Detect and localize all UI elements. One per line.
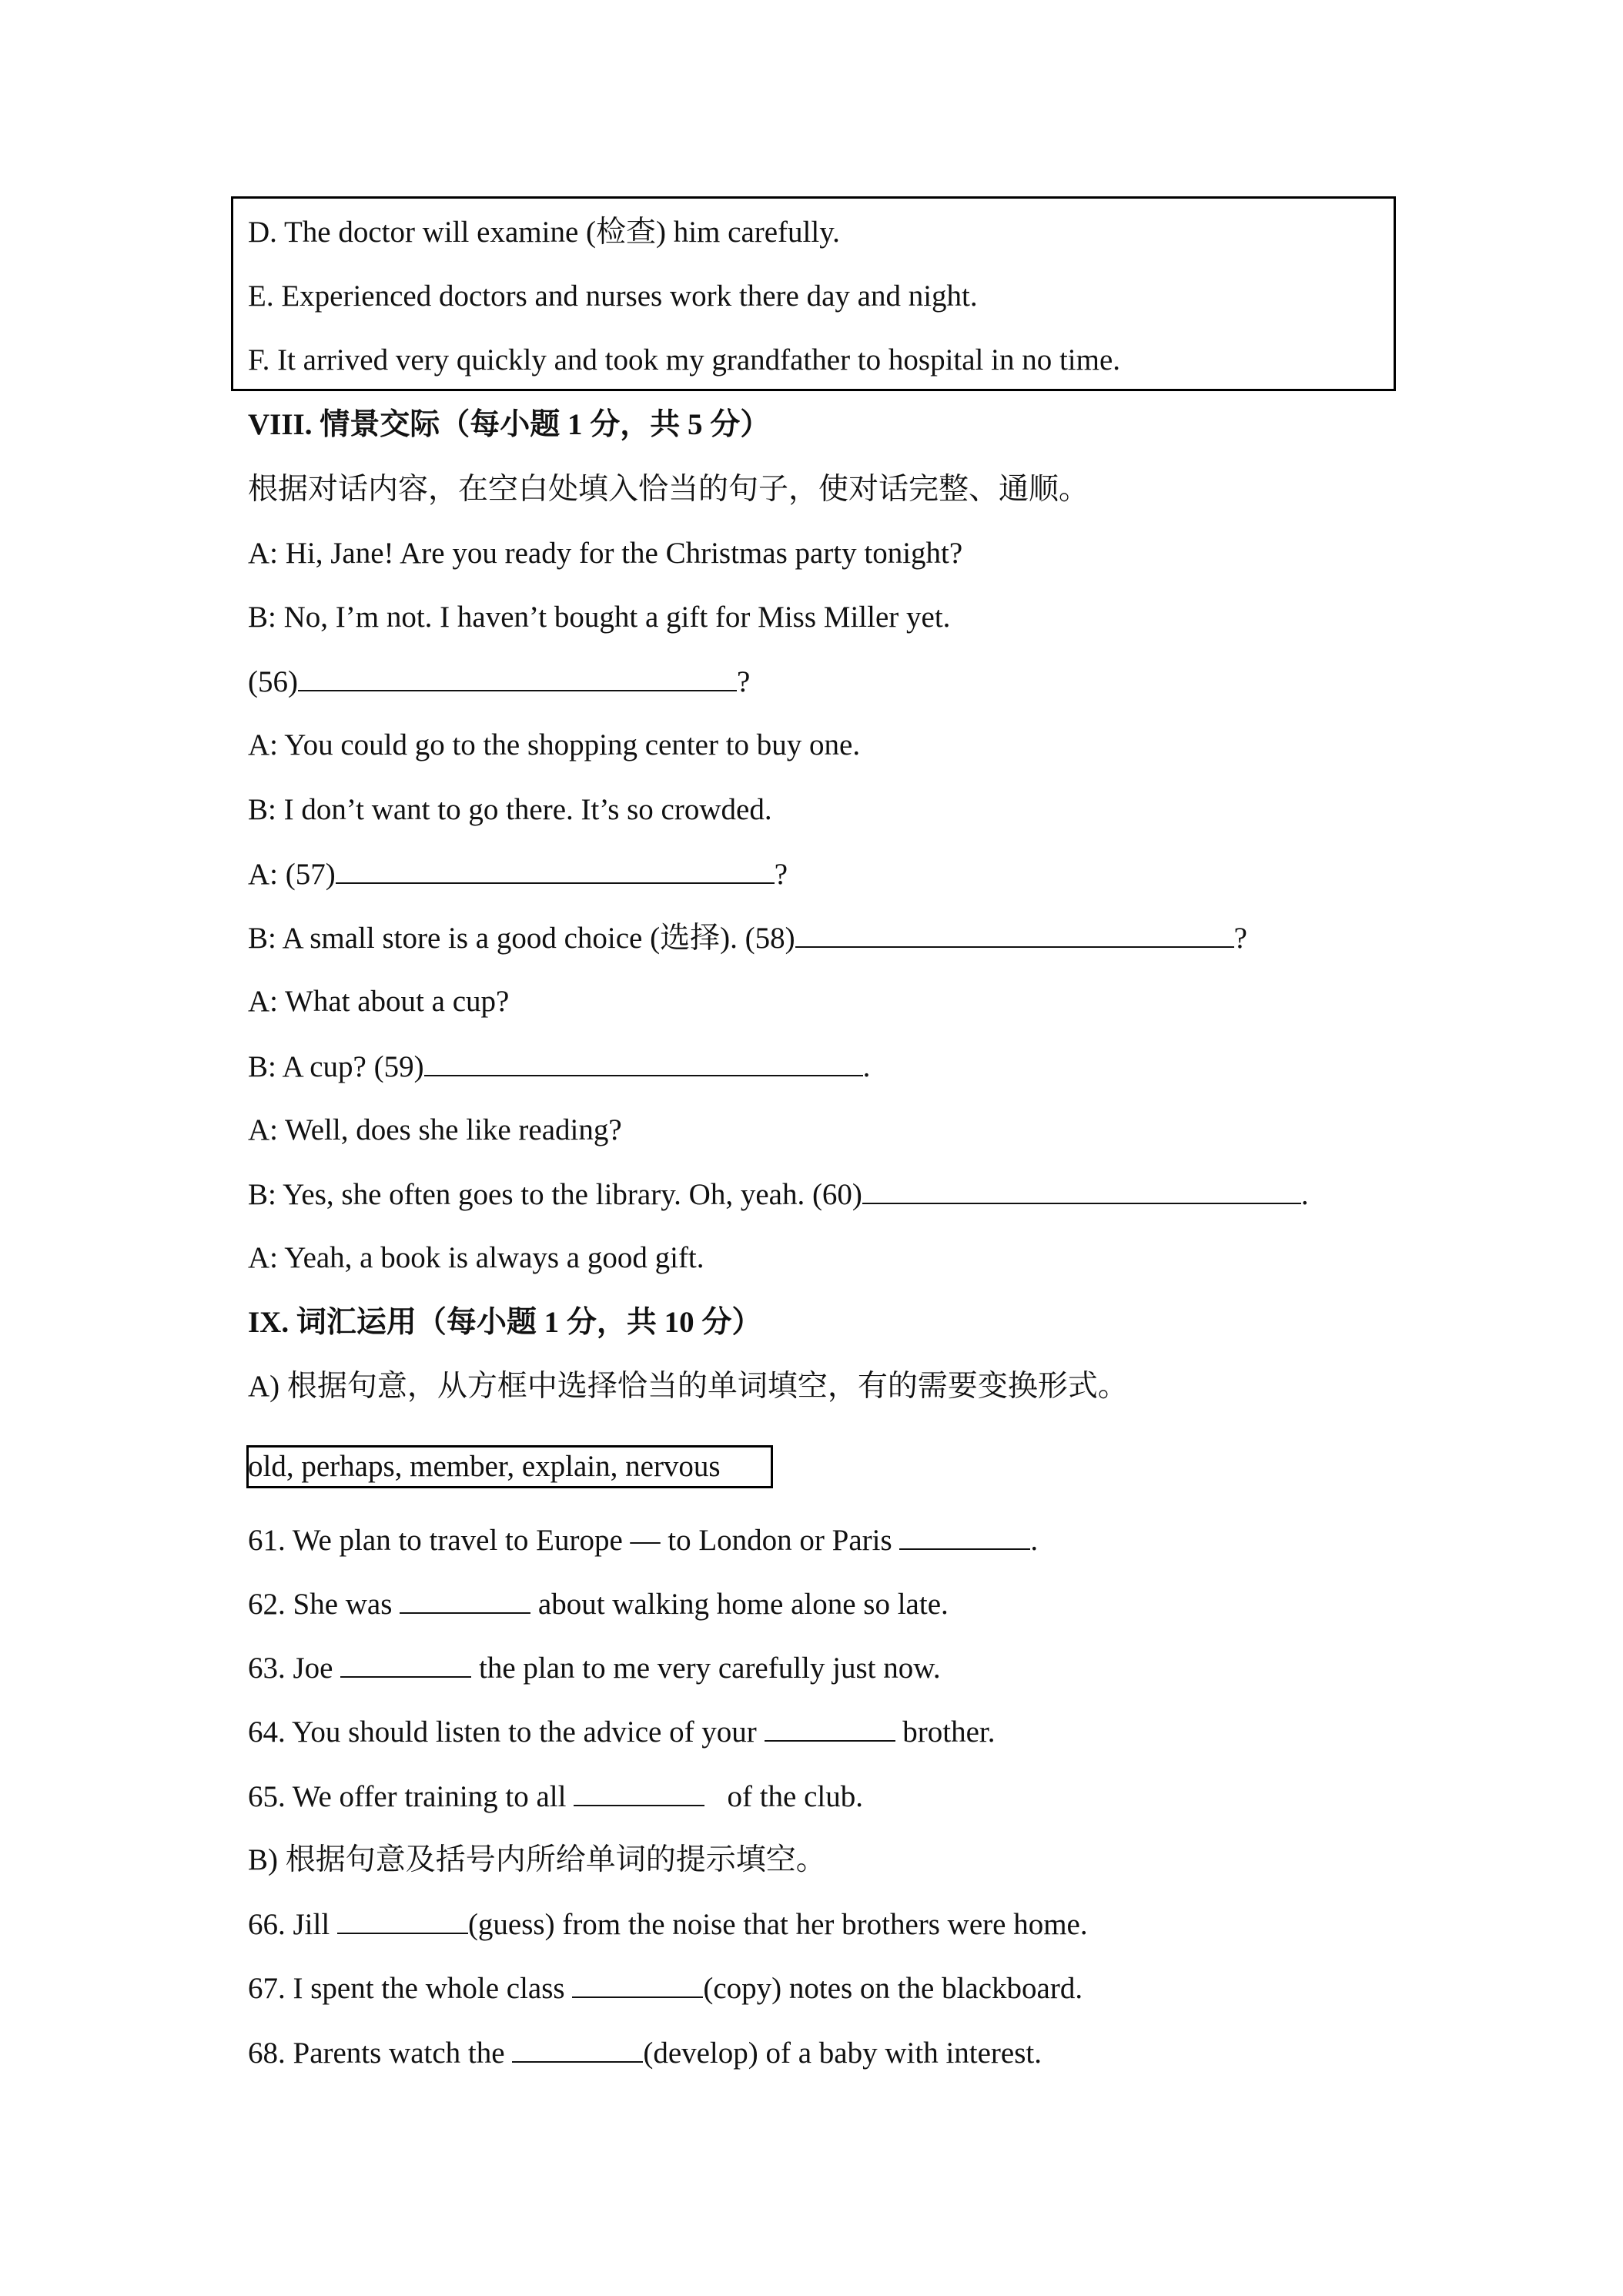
answer-blank-56[interactable] xyxy=(298,664,737,691)
answer-blank-63[interactable] xyxy=(340,1650,471,1678)
question-57: A: (57) ? xyxy=(248,858,788,891)
answer-blank-60[interactable] xyxy=(862,1176,1301,1204)
question-62: 62. She was about walking home alone so late. xyxy=(248,1588,949,1621)
question-67: 67. I spent the whole class (copy) notes on the blackboard. xyxy=(248,1972,1083,2005)
question-66: 66. Jill (guess) from the noise that her brothers were home. xyxy=(248,1908,1088,1941)
question-59: B: A cup? (59) . xyxy=(248,1050,871,1083)
answer-blank-67[interactable] xyxy=(572,1970,703,1998)
option-f: F. It arrived very quickly and took my grandfather to hospital in no time. xyxy=(248,343,1121,377)
dialogue-line: B: No, I’m not. I haven’t bought a gift for Miss Miller yet. xyxy=(248,601,951,634)
answer-blank-62[interactable] xyxy=(400,1586,530,1614)
partB-instruction: B) 根据句意及括号内所给单词的提示填空。 xyxy=(248,1843,826,1876)
dialogue-line: B: I don’t want to go there. It’s so crowded. xyxy=(248,793,772,826)
answer-blank-57[interactable] xyxy=(336,856,775,884)
question-65: 65. We offer training to all of the club. xyxy=(248,1780,864,1813)
question-56: (56) ? xyxy=(248,665,751,698)
question-63: 63. Joe the plan to me very carefully just now. xyxy=(248,1652,941,1685)
dialogue-line: A: Hi, Jane! Are you ready for the Christmas party tonight? xyxy=(248,537,963,570)
answer-blank-66[interactable] xyxy=(337,1906,468,1934)
answer-blank-59[interactable] xyxy=(424,1049,863,1076)
answer-blank-61[interactable] xyxy=(899,1522,1030,1550)
dialogue-line: A: You could go to the shopping center to buy one. xyxy=(248,728,861,761)
section8-title: VIII. 情景交际（每小题 1 分，共 5 分） xyxy=(248,408,771,441)
question-61: 61. We plan to travel to Europe — to London or Paris . xyxy=(248,1524,1039,1557)
dialogue-line: A: Well, does she like reading? xyxy=(248,1113,622,1146)
partA-instruction: A) 根据句意，从方框中选择恰当的单词填空，有的需要变换形式。 xyxy=(248,1370,1128,1403)
word-bank: old, perhaps, member, explain, nervous xyxy=(248,1450,721,1483)
answer-blank-68[interactable] xyxy=(512,2035,643,2063)
question-58: B: A small store is a good choice (选择). (58) ? xyxy=(248,922,1247,955)
option-e: E. Experienced doctors and nurses work there day and night. xyxy=(248,279,978,313)
question-68: 68. Parents watch the (develop) of a baby with interest. xyxy=(248,2037,1042,2070)
answer-blank-65[interactable] xyxy=(574,1779,704,1806)
option-d: D. The doctor will examine (检查) him carefully. xyxy=(248,216,840,249)
section9-title: IX. 词汇运用（每小题 1 分，共 10 分） xyxy=(248,1306,762,1339)
question-64: 64. You should listen to the advice of your brother. xyxy=(248,1715,996,1749)
dialogue-line: A: What about a cup? xyxy=(248,985,510,1018)
answer-blank-64[interactable] xyxy=(765,1714,895,1742)
section8-instruction: 根据对话内容，在空白处填入恰当的句子，使对话完整、通顺。 xyxy=(248,473,1089,506)
question-60: B: Yes, she often goes to the library. Oh, yeah. (60) . xyxy=(248,1178,1309,1211)
answer-blank-58[interactable] xyxy=(795,920,1234,948)
dialogue-line: A: Yeah, a book is always a good gift. xyxy=(248,1241,704,1274)
